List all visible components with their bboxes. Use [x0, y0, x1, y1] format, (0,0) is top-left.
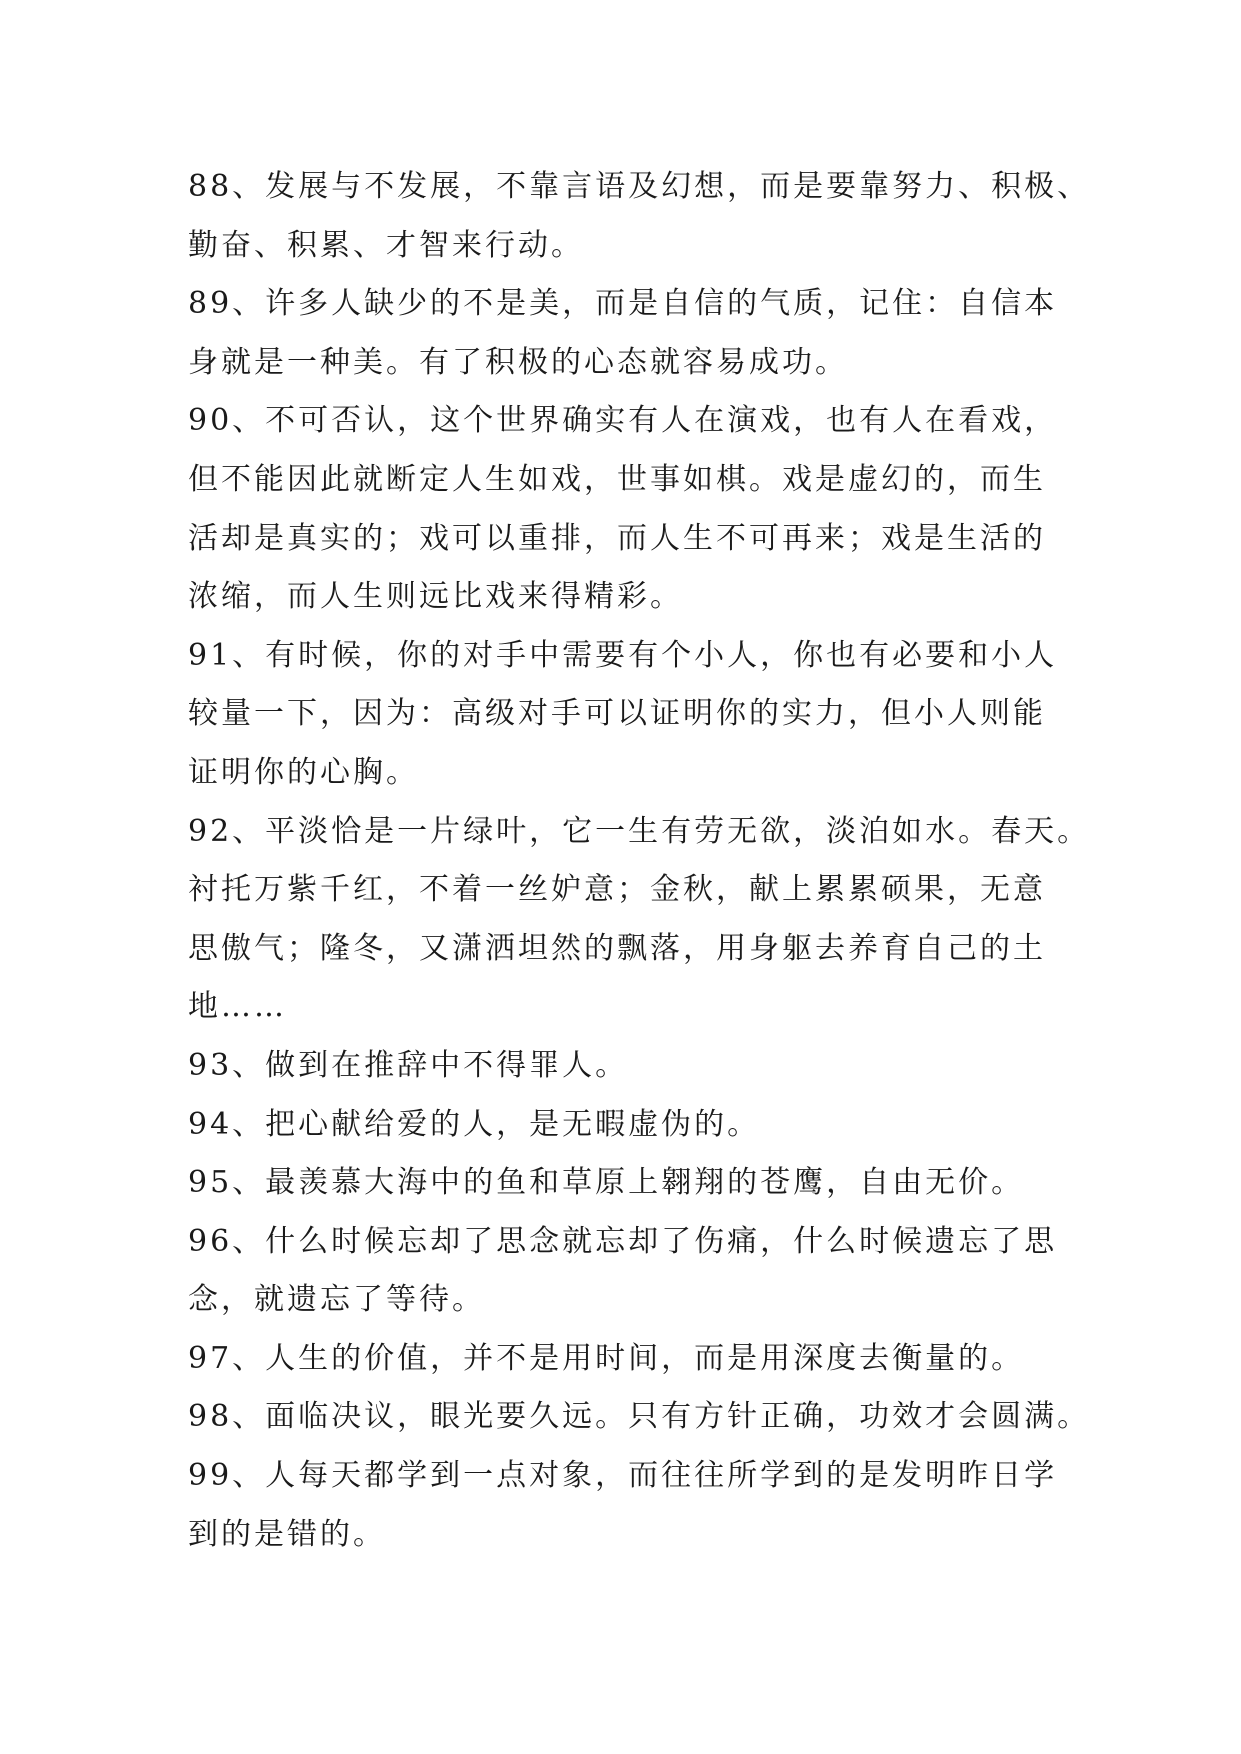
- text-line: 活却是真实的；戏可以重排，而人生不可再来；戏是生活的: [188, 520, 1046, 556]
- text-line: 较量一下，因为：高级对手可以证明你的实力，但小人则能: [188, 696, 1046, 732]
- text-line: 97、人生的价值，并不是用时间，而是用深度去衡量的。: [188, 1340, 1025, 1376]
- text-line: 96、什么时候忘却了思念就忘却了伤痛，什么时候遗忘了思: [188, 1223, 1058, 1259]
- text-line: 98、面临决议，眼光要久远。只有方针正确，功效才会圆满。: [188, 1399, 1091, 1435]
- text-line: 93、做到在推辞中不得罪人。: [188, 1047, 629, 1083]
- text-line: 99、人每天都学到一点对象，而往往所学到的是发明昨日学: [188, 1458, 1058, 1494]
- text-line: 衬托万紫千红，不着一丝妒意；金秋，献上累累硕果，无意: [188, 872, 1046, 908]
- text-line: 到的是错的。: [188, 1516, 386, 1552]
- text-line: 念，就遗忘了等待。: [188, 1282, 485, 1318]
- text-line: 地……: [188, 989, 287, 1025]
- document-body: [188, 158, 1091, 1564]
- text-line: 勤奋、积累、才智来行动。: [188, 227, 584, 263]
- text-line: 92、平淡恰是一片绿叶，它一生有劳无欲，淡泊如水。春天。: [188, 813, 1091, 849]
- text-line: 浓缩，而人生则远比戏来得精彩。: [188, 579, 683, 615]
- text-line: 90、不可否认，这个世界确实有人在演戏，也有人在看戏，: [188, 403, 1058, 439]
- text-line: 88、发展与不发展，不靠言语及幻想，而是要靠努力、积极、: [188, 169, 1091, 204]
- text-line: 证明你的心胸。: [188, 754, 419, 790]
- text-line: 94、把心献给爱的人，是无暇虚伪的。: [188, 1106, 761, 1142]
- text-line: 95、最羡慕大海中的鱼和草原上翱翔的苍鹰，自由无价。: [188, 1165, 1025, 1201]
- text-line: 思傲气；隆冬，又潇洒坦然的飘落，用身躯去养育自己的土: [188, 930, 1046, 966]
- text-line: 89、许多人缺少的不是美，而是自信的气质，记住：自信本: [188, 286, 1058, 322]
- text-line: 身就是一种美。有了积极的心态就容易成功。: [188, 344, 848, 380]
- text-line: 但不能因此就断定人生如戏，世事如棋。戏是虚幻的，而生: [188, 461, 1046, 497]
- text-line: 91、有时候，你的对手中需要有个小人，你也有必要和小人: [188, 637, 1058, 673]
